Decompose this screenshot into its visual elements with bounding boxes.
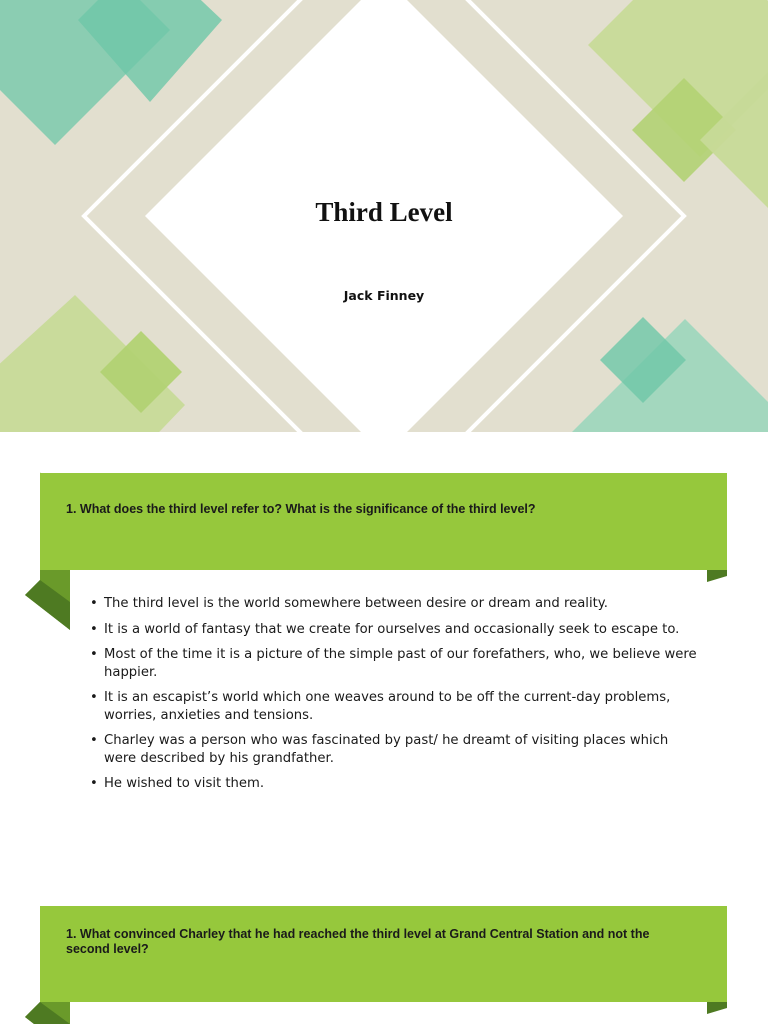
question-text: 1. What convinced Charley that he had reached the third level at Grand Central Station and not the second level? xyxy=(66,927,650,956)
answer-bullet-list xyxy=(90,595,700,801)
list-item xyxy=(90,732,700,767)
bullet-dot-icon: • xyxy=(90,647,98,662)
bullet-text: Most of the time it is a picture of the simple past of our forefathers, who, we believe were happier. xyxy=(104,647,697,680)
bullet-dot-icon: • xyxy=(90,733,98,748)
list-item xyxy=(90,646,700,681)
content-slide-1 xyxy=(0,432,768,864)
bullet-dot-icon: • xyxy=(90,776,98,791)
slide-author: Jack Finney xyxy=(343,288,425,303)
ribbon-tail-right xyxy=(707,1002,727,1014)
content-slide-2 xyxy=(0,864,768,1024)
question-text: 1. What does the third level refer to? What is the significance of the third level? xyxy=(66,502,536,516)
list-item xyxy=(90,689,700,724)
bullet-text: Charley was a person who was fascinated by past/ he dreamt of visiting places which were described by his grandfather. xyxy=(104,733,669,766)
bullet-text: It is a world of fantasy that we create for ourselves and occasionally seek to escape to. xyxy=(104,621,680,637)
bullet-text: It is an escapist’s world which one weaves around to be off the current-day problems, worries, anxieties and tensions. xyxy=(104,690,671,723)
bullet-text: He wished to visit them. xyxy=(104,776,265,791)
list-item xyxy=(90,595,700,613)
list-item xyxy=(90,621,700,639)
list-item xyxy=(90,775,700,793)
ribbon-tail-right xyxy=(707,570,727,582)
bullet-dot-icon: • xyxy=(90,596,98,611)
banner-body xyxy=(40,473,727,570)
bullet-dot-icon: • xyxy=(90,690,98,705)
bullet-text: The third level is the world somewhere between desire or dream and reality. xyxy=(104,596,608,611)
title-slide xyxy=(0,0,768,432)
slide-title: Third Level xyxy=(315,197,453,227)
bullet-dot-icon: • xyxy=(90,621,98,637)
